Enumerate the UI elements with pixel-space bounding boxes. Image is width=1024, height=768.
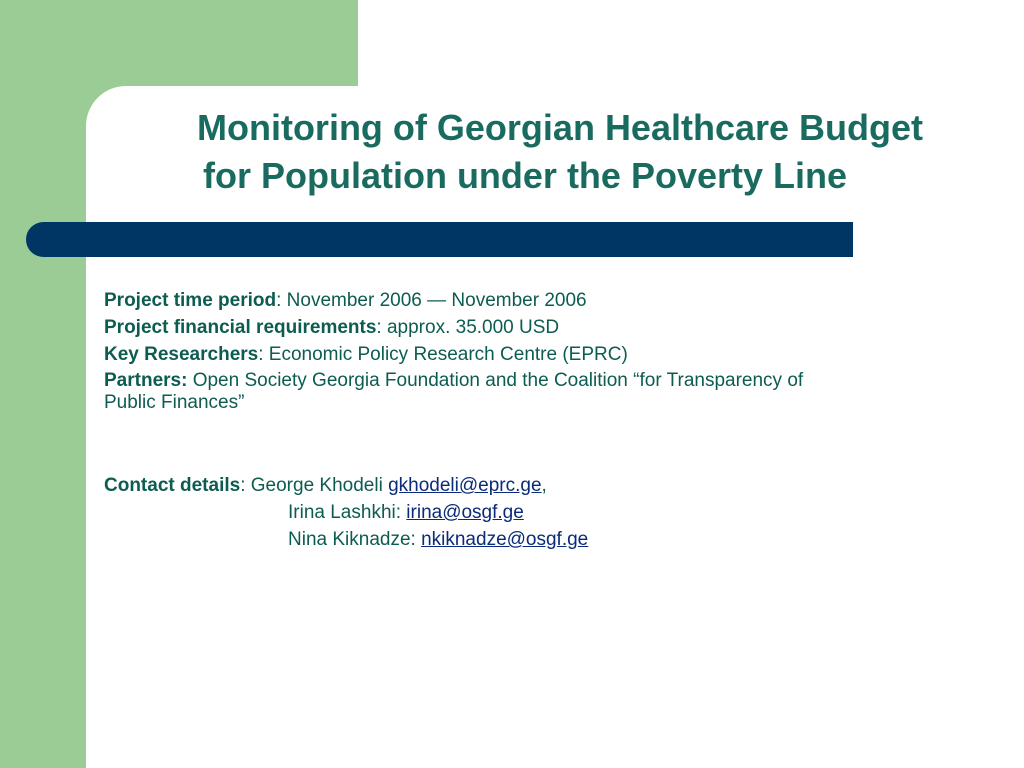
contact-line-3 [104,528,804,551]
project-details [104,289,804,555]
email-link[interactable]: irina@osgf.ge [406,502,524,523]
contact-details-line [104,474,804,497]
contact-name: George Khodeli [250,475,389,496]
partners-label: Partners: [104,370,188,391]
title-divider-bar [26,222,853,257]
contact-details-label: Contact details [104,475,241,496]
financial-requirements-label: Project financial requirements [104,317,377,338]
email-link[interactable]: gkhodeli@eprc.ge [388,475,542,496]
financial-requirements-value: : approx. 35.000 USD [376,317,560,338]
project-period-line [104,289,804,312]
financial-requirements-line [104,316,804,339]
contact-name: Nina Kiknadze: [288,529,422,550]
key-researchers-value: : Economic Policy Research Centre (EPRC) [258,344,628,365]
project-period-label: Project time period [104,290,277,311]
contact-suffix: , [541,475,547,496]
key-researchers-line [104,343,804,366]
project-period-value: : November 2006 — November 2006 [276,290,587,311]
partners-value: Open Society Georgia Foundation and the Coalition “for Transparency of Public Finances” [104,370,804,413]
contact-line-2 [104,501,804,524]
contact-name: Irina Lashkhi: [288,502,407,523]
email-link[interactable]: nkiknadze@osgf.ge [421,529,589,550]
title-line-2: for Population under the Poverty Line [202,155,848,196]
key-researchers-label: Key Researchers [104,344,259,365]
partners-line [104,370,804,414]
contact-separator: : [240,475,251,496]
title-line-1: Monitoring of Georgian Healthcare Budget [196,107,924,148]
slide-title [120,104,1000,200]
